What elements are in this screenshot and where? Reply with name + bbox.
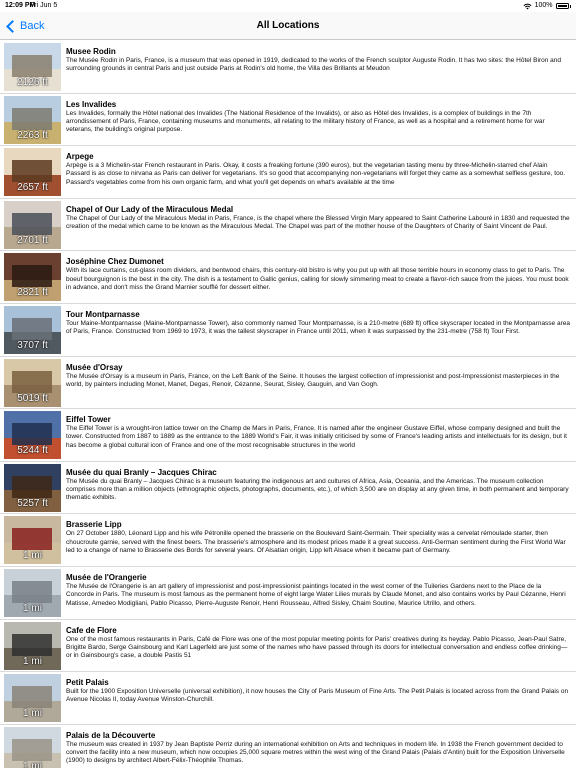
status-bar <box>0 0 576 12</box>
location-distance: 2126 ft <box>17 77 48 88</box>
battery-icon <box>556 3 569 9</box>
location-name: Petit Palais <box>66 678 109 688</box>
location-distance: 2263 ft <box>17 129 48 141</box>
status-time: 12:09 PM <box>5 2 36 9</box>
location-description: Les Invalides, formally the Hôtel national des Invalides (The National Residence of the Invalids), or also as Hôtel des Invalides, is a complex of buildings in the 7th arrondissement of Paris, France, containing museums and monuments, all relating to the military history of France, as well as a hospital and a retirement home for war veterans, the building's original purpose. <box>66 109 545 134</box>
location-description: The Eiffel Tower is a wrought-iron lattice tower on the Champ de Mars in Paris, France. It is named after the engineer Gustave Eiffel, whose company designed and built the tower. Constructed from 1887 to 1889 as the entrance to the 1889 World's Fair, it was initially criticised by some of France's leading artists and intellectuals for its design, but it has become a global cultural icon of France and one of the most recognisable structures in the world <box>66 425 567 449</box>
location-distance: 1 mi <box>23 708 42 720</box>
location-name: Chapel of Our Lady of the Miraculous Medal <box>66 204 234 214</box>
location-distance: 5257 ft <box>17 497 48 509</box>
location-thumbnail <box>4 411 61 459</box>
location-description: The Musée Rodin in Paris, France, is a museum that was opened in 1919, dedicated to the works of the French sculptor Auguste Rodin. It has two sites: the Hôtel Biron and surrounding grounds in central Paris and just outside Paris at Rodin's old home, the Villa des Brillants at Meudon <box>66 57 561 73</box>
location-thumbnail <box>4 306 61 354</box>
location-thumbnail <box>4 148 61 196</box>
list-item[interactable] <box>0 620 576 673</box>
list-item[interactable] <box>0 94 576 147</box>
location-name: Palais de la Découverte <box>66 730 156 740</box>
location-distance: 1 mi <box>23 760 42 768</box>
location-name: Arpege <box>66 152 94 162</box>
location-name: Cafe de Flore <box>66 625 117 635</box>
wifi-icon <box>523 3 532 10</box>
location-description: Built for the 1900 Exposition Universelle (universal exhibition), it now houses the City of Paris Museum of Fine Arts. The Petit Palais is located across from the Grand Palais on Avenue Nicolas II, today Avenue Winston-Churchill. <box>66 688 569 704</box>
locations-list <box>0 41 576 768</box>
location-thumbnail <box>4 727 61 768</box>
location-thumbnail <box>4 464 61 512</box>
location-thumbnail <box>4 96 61 144</box>
list-item[interactable] <box>0 251 576 304</box>
location-description: The Chapel of Our Lady of the Miraculous Medal in Paris, France, is the chapel where the Blessed Virgin Mary appeared to Saint Catherine Labouré in 1830 and requested the creation of the medal which came to be known as the Miraculous Medal. The Chapel was part of the mother house of the Daughters of Charity of Saint Vincent de Paul. <box>66 214 570 231</box>
location-description: Tour Maine-Montparnasse (Maine-Montparnasse Tower), also commonly named Tour Montparnasse, is a 210-metre (689 ft) office skyscraper located in the Montparnasse area of Paris, France. Constructed from 1969 to 1973, it was the tallest skyscraper in France until 2011, when it was surpassed by the 231-metre (758 ft) Tour First. <box>66 319 570 336</box>
location-description: On 27 October 1880, Léonard Lipp and his wife Pétronille opened the brasserie on the Boulevard Saint-Germain. Their speciality was a cervelat rémoulade starter, then choucroute garnie, served with the finest beers. The brasserie's atmosphere and its modest prices made it a great success. Anti-German sentiment during the First World War led to a change of name to Brasserie des Bords for several years. Of Alsatian origin, Lipp left Alsace when it became part of Germany. <box>66 530 566 554</box>
battery-nub <box>570 5 572 8</box>
location-description: One of the most famous restaurants in Paris, Café de Flore was one of the most popular meeting points for Paris' creatives during its heyday. Pablo Picasso, Jean-Paul Satre, Brigitte Bardo, Serge Gainsbourg and Karl Lagerfeld are just some of the names who have passed through its doors for intellectual conversation and endless coffee drinking—or in Gainsbourg's case, a double Pastis 51 <box>66 635 568 660</box>
location-distance: 5019 ft <box>17 392 48 404</box>
location-thumbnail <box>4 674 61 722</box>
status-indicators <box>523 0 571 12</box>
location-distance: 3707 ft <box>17 339 48 351</box>
location-description: With its lace curtains, cut-glass room dividers, and bentwood chairs, this century-old bistro is why you put up with all those terrible hours in economy class to get to Paris. The boeuf bourguignon is the best in the city. The dish is a testament to Gallic genius, calling for slowly simmering meat to create a flavor-rich sauce from the juices. You must book in advance, and don't miss the Grand Marnier soufflé for dessert either. <box>66 267 569 291</box>
location-description: The Musée d'Orsay is a museum in Paris, France, on the Left Bank of the Seine. It houses the largest collection of impressionist and post-Impressionist masterpieces in the world, by painters including Monet, Manet, Degas, Renoir, Cézanne, Seurat, Sisley, Gauguin, and Van Gogh. <box>66 372 560 388</box>
list-item[interactable] <box>0 725 576 768</box>
location-distance: 2657 ft <box>17 182 48 194</box>
location-name: Joséphine Chez Dumonet <box>66 257 164 267</box>
list-item[interactable] <box>0 514 576 567</box>
location-description: Arpège is a 3 Michelin-star French restaurant in Paris. Okay, it costs a freaking fortune (390 euros), but the vegetarian tasting menu by three-Michelin-starred chef Alain Passard is as close to nirvana as Paris can deliver for vegetarians. It's so good that accompanying non-vegetarians will forget they came as a somewhat selfless gesture, too. Passard's vegetables come from his own organic farm, and what you'll get depends on what's available at the time <box>66 162 566 186</box>
location-description: The museum was created in 1937 by Jean Baptiste Perriz during an international exhibition on Arts and techniques in modern life. In 1938 the French government decided to convert the facility into a new museum, which now occupies 25,000 square metres within the west wing of the Grand Palais (Palais d'Antin) built for the Exposition Universelle (1900) to designs by architect Albert-Félix-Théophile Thomas. <box>66 740 565 765</box>
list-item[interactable] <box>0 199 576 252</box>
status-date: Fri Jun 5 <box>30 2 58 9</box>
location-thumbnail <box>4 622 61 670</box>
list-item[interactable] <box>0 672 576 725</box>
location-name: Les Invalides <box>66 99 117 109</box>
location-thumbnail <box>4 43 61 91</box>
list-item[interactable] <box>0 304 576 357</box>
list-item[interactable] <box>0 41 576 94</box>
location-thumbnail <box>4 516 61 564</box>
location-distance: 2821 ft <box>17 287 48 299</box>
battery-percent: 100% <box>534 2 553 9</box>
location-name: Musee Rodin <box>66 47 116 56</box>
location-name: Musée du quai Branly – Jacques Chirac <box>66 467 217 477</box>
page-title: All Locations <box>256 20 320 31</box>
list-item[interactable] <box>0 146 576 199</box>
location-distance: 2701 ft <box>17 234 48 246</box>
navigation-bar <box>0 12 576 40</box>
location-distance: 1 mi <box>23 602 42 614</box>
location-thumbnail <box>4 359 61 407</box>
location-name: Tour Montparnasse <box>66 309 140 319</box>
location-name: Eiffel Tower <box>66 415 111 425</box>
location-thumbnail <box>4 569 61 617</box>
location-description: The Musée de l'Orangerie is an art gallery of impressionist and post-impressionist paintings located in the west corner of the Tuileries Gardens next to the Place de la Concorde in Paris. The museum is most famous as the permanent home of eight large Water Lilies murals by Claude Monet, and also contains works by Paul Cézanne, Henri Matisse, Amedeo Modigliani, Pablo Picasso, Pierre-Auguste Renoir, Henri Rousseau, Alfred Sisley, Chaim Soutine, Maurice Utrillo, and others. <box>66 582 566 607</box>
list-item[interactable] <box>0 567 576 620</box>
location-description: The Musée du quai Branly – Jacques Chirac is a museum featuring the indigenous art and cultures of Africa, Asia, Oceania, and the Americas. The museum collection comprises more than a million objects (ethnographic objects, photographs, documents, etc.), of which 3,500 are on display at any given time, in both permanent and temporary thematic exhibits. <box>66 477 569 502</box>
location-distance: 1 mi <box>23 550 42 562</box>
location-thumbnail <box>4 201 61 249</box>
list-item[interactable] <box>0 409 576 462</box>
location-distance: 1 mi <box>23 655 42 667</box>
location-name: Musée de l'Orangerie <box>66 572 147 582</box>
list-item[interactable] <box>0 462 576 515</box>
location-distance: 5244 ft <box>17 445 48 457</box>
location-name: Musée d'Orsay <box>66 362 123 372</box>
list-item[interactable] <box>0 357 576 410</box>
location-name: Brasserie Lipp <box>66 520 122 530</box>
location-thumbnail <box>4 253 61 301</box>
back-button-label: Back <box>20 20 45 32</box>
